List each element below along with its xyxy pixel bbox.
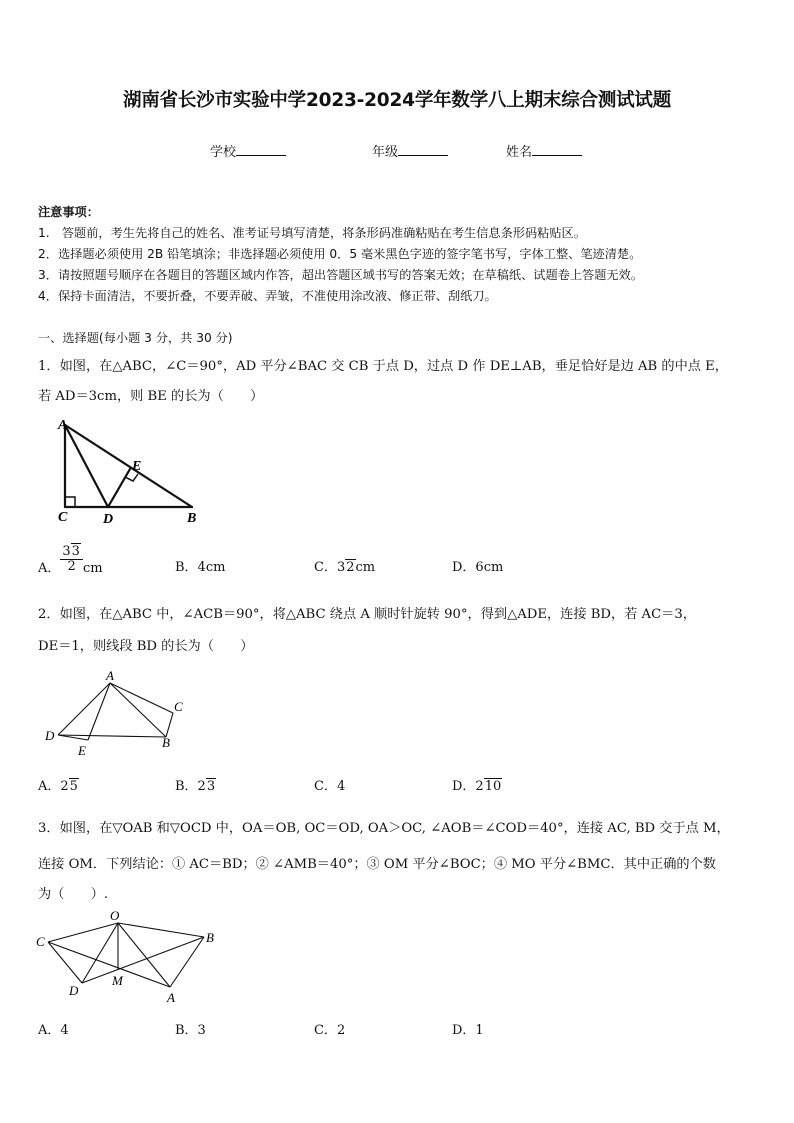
q1-label-c: C xyxy=(58,510,68,525)
school-blank[interactable] xyxy=(236,143,286,156)
grade-blank[interactable] xyxy=(398,143,448,156)
q1-option-b[interactable]: B．4cm xyxy=(175,560,226,575)
q2-label-a: A xyxy=(106,668,114,683)
q2-label-c: C xyxy=(174,699,183,714)
q1-option-c[interactable]: C．32cm xyxy=(314,560,376,575)
q2-side-ad xyxy=(58,683,110,735)
q1-side-ab xyxy=(65,425,192,507)
q1-label-b: B xyxy=(187,511,197,526)
q3-segment-ba xyxy=(170,937,204,987)
q3-label-b: B xyxy=(206,930,214,945)
q3-label-m: M xyxy=(112,973,123,988)
q3-option-b[interactable]: B．3 xyxy=(175,1023,206,1038)
q3-option-c[interactable]: C．2 xyxy=(314,1023,346,1038)
notice-item-1: 1. 答题前，考生先将自己的姓名、准考证号填写清楚，将条形码准确粘贴在考生信息条形码粘贴区。 xyxy=(38,226,586,240)
q2-option-d[interactable]: D．210 xyxy=(452,779,502,794)
q3-segment-ob xyxy=(118,923,204,937)
notice-item-2: 2．选择题必须使用 2B 铅笔填涂；非选择题必须使用 0．5 毫米黑色字迹的签字笔书写，字体工整、笔迹清楚。 xyxy=(38,247,642,261)
q3-option-d[interactable]: D．1 xyxy=(452,1023,484,1038)
q3-line-2: 连接 OM．下列结论：① AC＝BD；② ∠AMB＝40°；③ OM 平分∠BOC；④ MO 平分∠BMC．其中正确的个数 xyxy=(38,857,716,872)
school-field[interactable] xyxy=(210,141,286,160)
grade-label: 年级 xyxy=(372,145,399,160)
school-label: 学校 xyxy=(210,145,237,160)
q1-line-1: 1．如图，在△ABC，∠C＝90°，AD 平分∠BAC 交 CB 于点 D，过点 D 作 DE⊥AB，垂足恰好是边 AB 的中点 E， xyxy=(38,359,728,374)
q3-label-o: O xyxy=(110,908,120,923)
q1-label-a: A xyxy=(58,418,68,433)
q2-label-d: D xyxy=(45,728,55,743)
q3-line-3: 为（ ）. xyxy=(38,887,109,902)
q3-option-a[interactable]: A．4 xyxy=(38,1023,69,1038)
q1-label-d: D xyxy=(103,512,114,527)
page-title: 湖南省长沙市实验中学2023-2024学年数学八上期末综合测试试题 xyxy=(122,90,672,111)
q3-figure xyxy=(30,905,225,1007)
q3-label-a: A xyxy=(167,990,175,1005)
name-label: 姓名 xyxy=(506,145,533,160)
section-heading: 一、选择题(每小题 3 分，共 30 分) xyxy=(38,331,233,345)
q2-option-b[interactable]: B．23 xyxy=(175,779,216,794)
q1-segment-ad xyxy=(65,425,108,507)
q1-label-e: E xyxy=(132,459,142,474)
q3-segment-oc xyxy=(48,923,118,942)
grade-field[interactable] xyxy=(372,141,448,160)
q2-label-b: B xyxy=(162,735,170,750)
q1-option-d[interactable]: D．6cm xyxy=(452,560,504,575)
q2-option-a[interactable]: A．25 xyxy=(38,779,78,794)
q3-label-d: D xyxy=(69,983,79,998)
name-blank[interactable] xyxy=(532,143,582,156)
q2-line-2: DE＝1，则线段 BD 的长为（ ） xyxy=(38,639,254,654)
q1-line-2: 若 AD＝3cm，则 BE 的长为（ ） xyxy=(38,389,264,404)
q2-figure xyxy=(40,665,190,760)
notice-item-4: 4．保持卡面清洁，不要折叠，不要弄破、弄皱，不准使用涂改液、修正带、刮纸刀。 xyxy=(38,289,497,303)
notice-item-3: 3．请按照题号顺序在各题目的答题区域内作答，超出答题区域书写的答案无效；在草稿纸、试题卷上答题无效。 xyxy=(38,268,643,282)
q2-side-ae xyxy=(88,683,110,740)
q3-line-1: 3．如图，在▽OAB 和▽OCD 中，OA＝OB, OC＝OD, OA＞OC, ∠AOB＝∠COD＝40°，连接 AC, BD 交于点 M， xyxy=(38,821,730,836)
q2-side-ac xyxy=(110,683,173,713)
q2-label-e: E xyxy=(78,743,86,758)
q1-right-angle-c xyxy=(65,497,75,507)
q2-line-1: 2．如图，在△ABC 中，∠ACB＝90°，将△ABC 绕点 A 顺时针旋转 90°，得到△ADE，连接 BD，若 AC＝3， xyxy=(38,607,696,622)
q2-segment-bd xyxy=(58,735,166,737)
q3-label-c: C xyxy=(36,934,45,949)
q1-option-a-fraction: $\frac{33}{2}$ xyxy=(60,545,83,575)
q1-option-a[interactable]: A． $\frac{33}{2}$ cm xyxy=(38,544,103,577)
q2-option-c[interactable]: C．4 xyxy=(314,779,346,794)
name-field[interactable] xyxy=(506,141,582,160)
q1-segment-de xyxy=(108,469,130,507)
q1-figure xyxy=(50,415,210,527)
q2-side-cb xyxy=(166,713,173,737)
q2-side-ab xyxy=(110,683,166,737)
q3-segment-bd xyxy=(82,937,204,983)
notice-heading: 注意事项： xyxy=(38,205,99,219)
